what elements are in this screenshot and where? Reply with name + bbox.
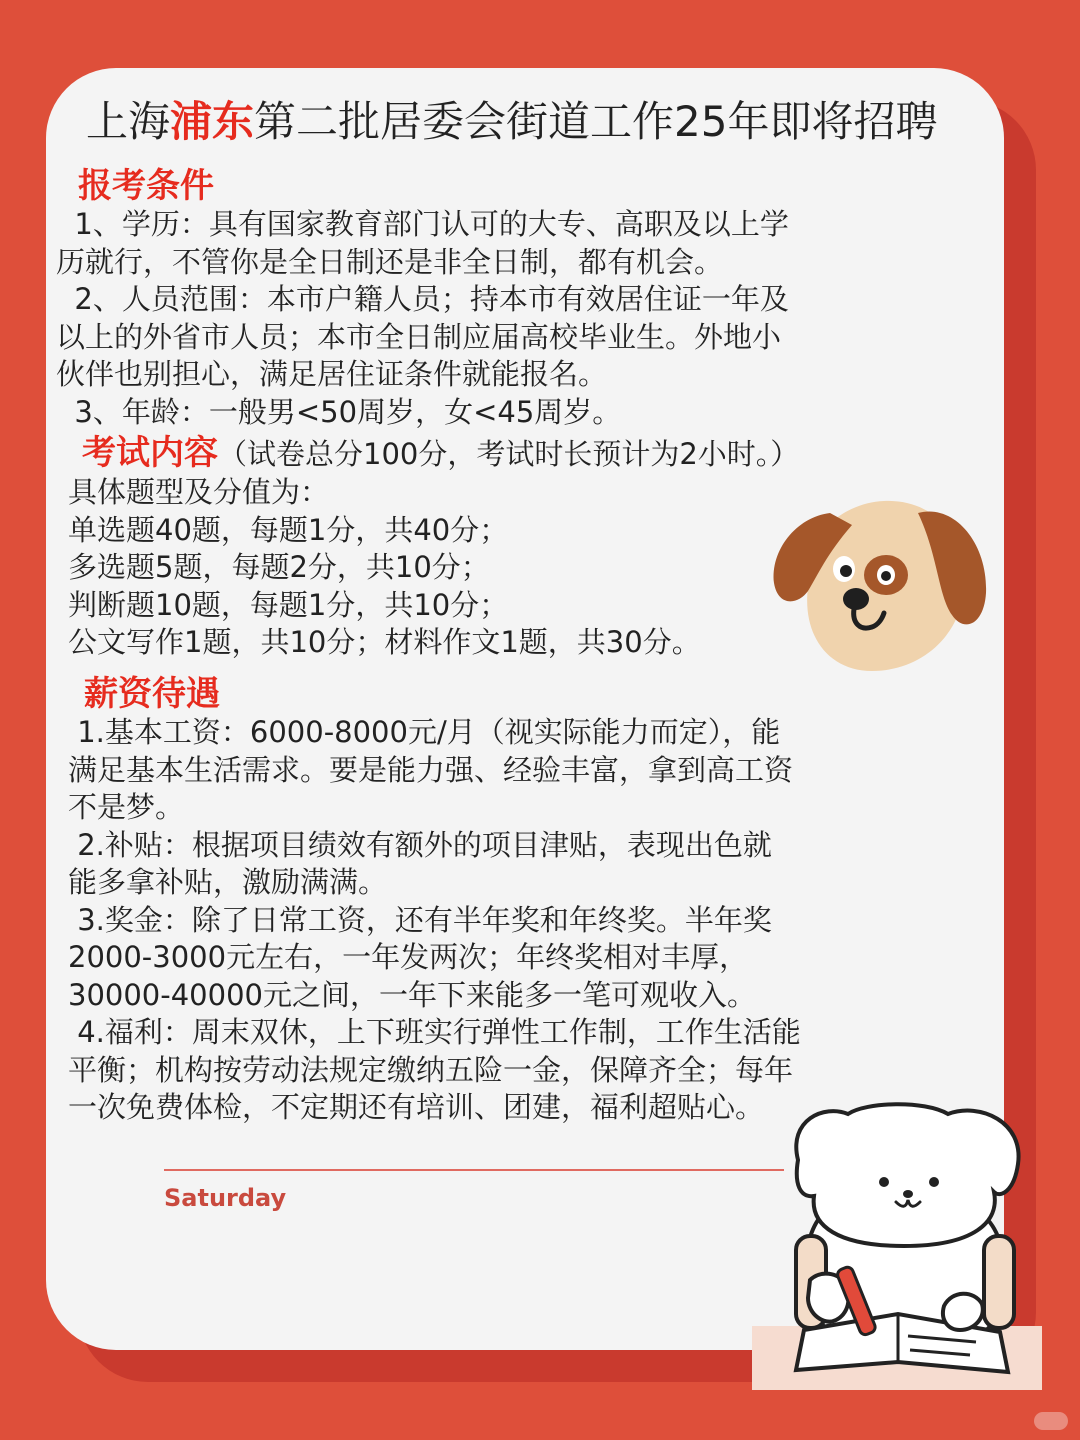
dog-head-shape bbox=[796, 1104, 1018, 1246]
exam-line: 多选题5题，每题2分，共10分； bbox=[68, 550, 490, 584]
exam-note: （试卷总分100分，考试时长预计为2小时。） bbox=[218, 437, 800, 471]
conditions-line: 以上的外省市人员；本市全日制应届高校毕业生。外地小 bbox=[56, 319, 782, 354]
salary-line: 一次免费体检，不定期还有培训、团建，福利超贴心。 bbox=[68, 1090, 765, 1124]
title-prefix: 上海 bbox=[86, 97, 171, 146]
watermark-badge bbox=[1034, 1412, 1068, 1430]
salary-line: 2.补贴：根据项目绩效有额外的项目津贴，表现出色就 bbox=[68, 827, 772, 862]
exam-heading-text: 考试内容 bbox=[82, 433, 218, 473]
chair-right bbox=[984, 1236, 1014, 1328]
dog-nose-icon bbox=[903, 1190, 913, 1198]
page-title bbox=[86, 96, 966, 148]
conditions-heading: 报考条件 bbox=[78, 166, 214, 206]
salary-line: 平衡；机构按劳动法规定缴纳五险一金，保障齐全；每年 bbox=[68, 1052, 794, 1087]
footer-divider bbox=[164, 1169, 784, 1171]
title-highlight: 浦东 bbox=[170, 97, 255, 146]
day-label: Saturday bbox=[164, 1184, 287, 1212]
conditions-line: 伙伴也别担心，满足居住证条件就能报名。 bbox=[56, 357, 608, 391]
conditions-line: 1、学历：具有国家教育部门认可的大专、高职及以上学 bbox=[56, 207, 789, 241]
salary-line: 3.奖金：除了日常工资，还有半年奖和年终奖。半年奖 bbox=[68, 902, 772, 937]
conditions-body bbox=[56, 206, 789, 431]
exam-line: 判断题10题，每题1分，共10分； bbox=[68, 587, 509, 622]
salary-heading: 薪资待遇 bbox=[84, 674, 220, 714]
salary-line: 能多拿补贴，激励满满。 bbox=[68, 865, 388, 899]
salary-line: 1.基本工资：6000-8000元/月（视实际能力而定），能 bbox=[68, 715, 781, 749]
salary-line: 30000-40000元之间，一年下来能多一笔可观收入。 bbox=[68, 977, 756, 1012]
dog-paw-right bbox=[943, 1294, 983, 1330]
dog-left-eye-icon bbox=[840, 565, 852, 577]
conditions-line: 历就行，不管你是全日制还是非全日制，都有机会。 bbox=[56, 244, 724, 279]
title-suffix: 第二批居委会街道工作25年即将招聘 bbox=[254, 97, 938, 146]
exam-line: 公文写作1题，共10分；材料作文1题，共30分。 bbox=[68, 625, 701, 659]
exam-body bbox=[68, 474, 701, 662]
conditions-line: 3、年龄：一般男<50周岁，女<45周岁。 bbox=[56, 394, 622, 429]
dog-right-eye-icon bbox=[881, 571, 891, 581]
dog-nose-icon bbox=[843, 588, 869, 610]
dog-writing-illustration bbox=[748, 1100, 1048, 1390]
conditions-line: 2、人员范围：本市户籍人员；持本市有效居住证一年及 bbox=[56, 282, 789, 316]
salary-line: 满足基本生活需求。要是能力强、经验丰富，拿到高工资 bbox=[68, 752, 794, 787]
salary-line: 4.福利：周末双休，上下班实行弹性工作制，工作生活能 bbox=[68, 1015, 801, 1049]
exam-line: 具体题型及分值为： bbox=[68, 475, 330, 509]
exam-heading bbox=[82, 433, 799, 474]
dog-left-eye-icon bbox=[879, 1177, 889, 1187]
salary-line: 2000-3000元左右，一年发两次；年终奖相对丰厚， bbox=[68, 940, 749, 974]
dog-right-eye-icon bbox=[929, 1177, 939, 1187]
salary-line: 不是梦。 bbox=[68, 790, 185, 824]
salary-body bbox=[68, 714, 801, 1127]
exam-line: 单选题40题，每题1分，共40分； bbox=[68, 512, 509, 547]
dog-face-illustration bbox=[768, 495, 990, 675]
